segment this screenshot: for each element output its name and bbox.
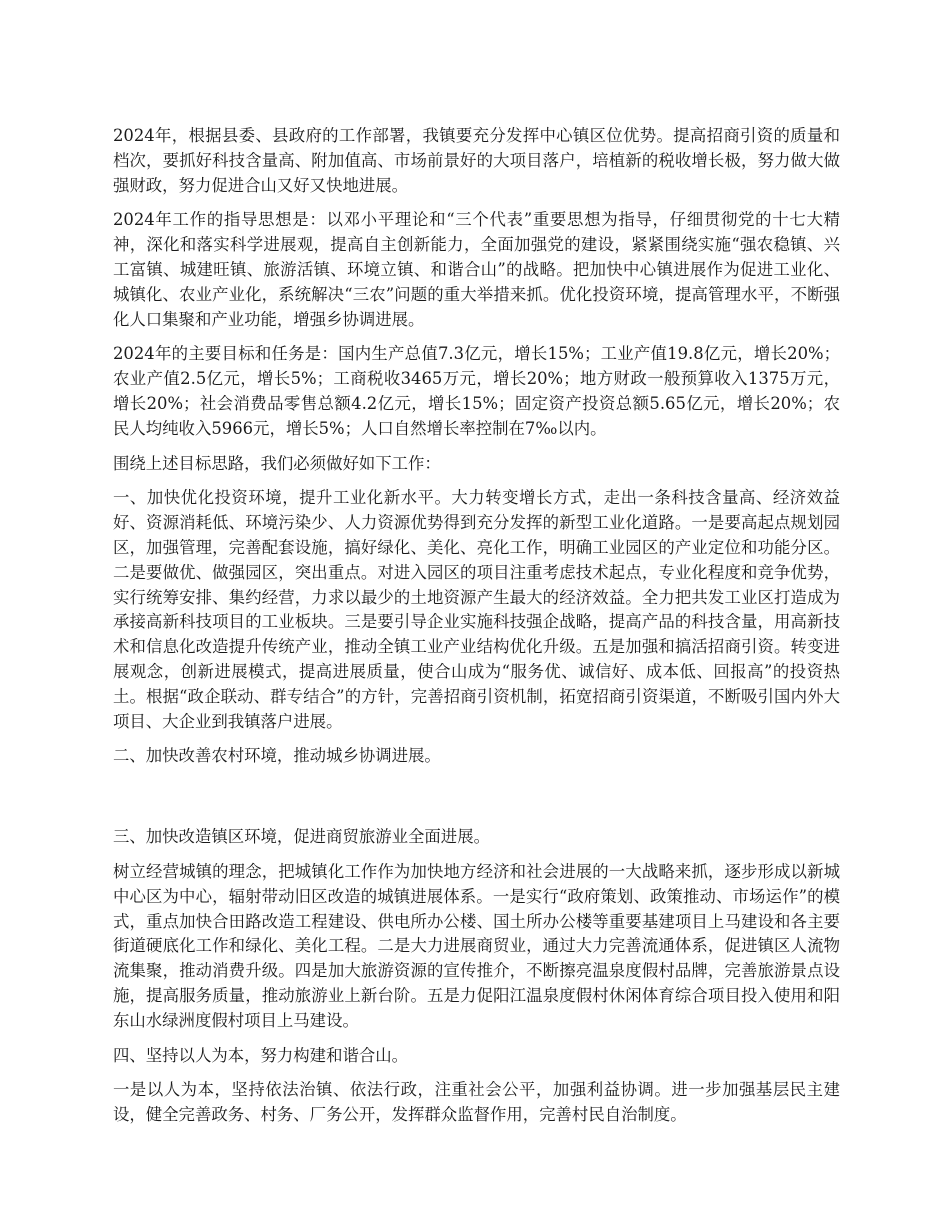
document-body — [113, 124, 840, 1138]
heading-section-four: 四、坚持以人为本，努力构建和谐合山。 — [113, 1045, 409, 1065]
paragraph-guiding-thought: 2024年工作的指导思想是：以邓小平理论和“三个代表”重要思想为指导，仔细贯彻党的十七大精神，深化和落实科学进展观，提高自主创新能力，全面加强党的建设，紧紧围绕实施“强农稳镇、兴工富镇、城建旺镇、旅游活镇、环境立镇、和谐合山”的战略。把加快中心镇进展作为促进工业化、城镇化、农业产业化，系统解决“三农”问题的重大举措来抓。优化投资环境，提高管理水平，不断强化人口集聚和产业功能，增强乡协调进展。 — [113, 210, 840, 329]
paragraph-work-lead: 围绕上述目标思路，我们必须做好如下工作： — [113, 453, 441, 473]
paragraph-section-three: 树立经营城镇的理念，把城镇化工作作为加快地方经济和社会进展的一大战略来抓，逐步形成以新城中心区为中心，辐射带动旧区改造的城镇进展体系。一是实行“政府策划、政策推动、市场运作”的模式，重点加快合田路改造工程建设、供电所办公楼、国土所办公楼等重要基建项目上马建设和各主要街道硬底化工作和绿化、美化工程。二是大力进展商贸业，通过大力完善流通体系，促进镇区人流物流集聚，推动消费升级。四是加大旅游资源的宣传推介，不断擦亮温泉度假村品牌，完善旅游景点设施，提高服务质量，推动旅游业上新台阶。五是力促阳江温泉度假村休闲体育综合项目投入使用和阳东山水绿洲度假村项目上马建设。 — [113, 861, 840, 1030]
paragraph-section-four: 一是以人为本，坚持依法治镇、依法行政，注重社会公平，加强利益协调。进一步加强基层民主建设，健全完善政务、村务、厂务公开，发挥群众监督作用，完善村民自治制度。 — [113, 1080, 840, 1125]
paragraph-main-targets: 2024年的主要目标和任务是：国内生产总值7.3亿元，增长15%；工业产值19.8亿元，增长20%；农业产值2.5亿元，增长5%；工商税收3465万元，增长20%；地方财政一般预算收入1375万元，增长20%；社会消费品零售总额4.2亿元，增长15%；固定资产投资总额5.65亿元，增长20%；农民人均纯收入5966元，增长5%；人口自然增长率控制在7‰以内。 — [113, 344, 840, 438]
paragraph-section-one: 一、加快优化投资环境，提升工业化新水平。大力转变增长方式，走出一条科技含量高、经济效益好、资源消耗低、环境污染少、人力资源优势得到充分发挥的新型工业化道路。一是要高起点规划园区，加强管理，完善配套设施，搞好绿化、美化、亮化工作，明确工业园区的产业定位和功能分区。二是要做优、做强园区，突出重点。对进入园区的项目注重考虑技术起点，专业化程度和竞争优势，实行统筹安排、集约经营，力求以最少的土地资源产生最大的经济效益。全力把共发工业区打造成为承接高新科技项目的工业板块。三是要引导企业实施科技强企战略，提高产品的科技含量，用高新技术和信息化改造提升传统产业，推动全镇工业产业结构优化升级。五是加强和搞活招商引资。转变进展观念，创新进展模式，提高进展质量，使合山成为“服务优、诚信好、成本低、回报高”的投资热土。根据“政企联动、群专结合”的方针，完善招商引资机制，拓宽招商引资渠道，不断吸引国内外大项目、大企业到我镇落户进展。 — [113, 488, 840, 731]
heading-section-two: 二、加快改善农村环境，推动城乡协调进展。 — [113, 746, 441, 766]
heading-section-three: 三、加快改造镇区环境，促进商贸旅游业全面进展。 — [113, 827, 490, 847]
paragraph-intro: 2024年，根据县委、县政府的工作部署，我镇要充分发挥中心镇区位优势。提高招商引资的质量和档次，要抓好科技含量高、附加值高、市场前景好的大项目落户，培植新的税收增长极，努力做大做强财政，努力促进合山又好又快地进展。 — [113, 126, 840, 195]
